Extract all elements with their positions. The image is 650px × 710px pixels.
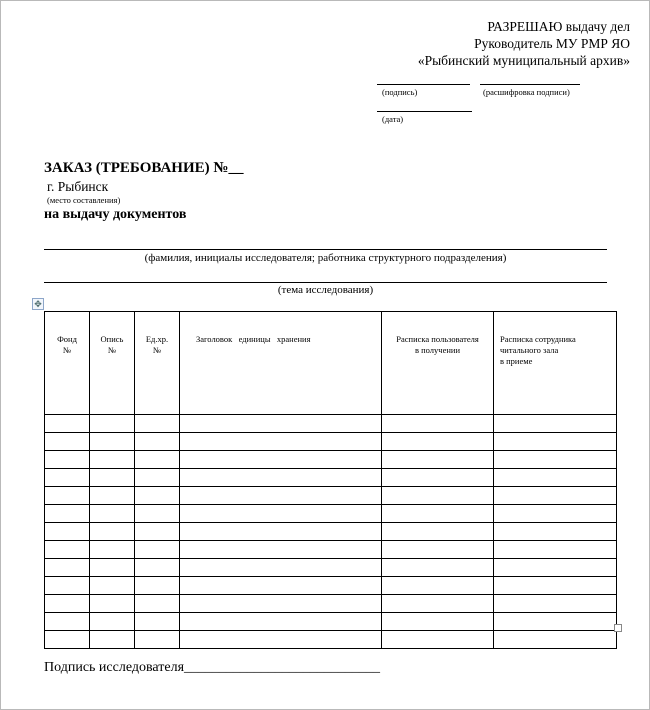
table-row: [45, 469, 617, 487]
table-cell[interactable]: [382, 451, 494, 469]
table-cell[interactable]: [90, 613, 135, 631]
header-opis: Опись №: [90, 312, 135, 415]
table-cell[interactable]: [494, 613, 617, 631]
table-cell[interactable]: [382, 505, 494, 523]
table-cell[interactable]: [180, 415, 382, 433]
table-cell[interactable]: [382, 613, 494, 631]
issue-title: на выдачу документов: [44, 207, 187, 222]
table-cell[interactable]: [180, 559, 382, 577]
table-cell[interactable]: [382, 631, 494, 649]
table-cell[interactable]: [90, 487, 135, 505]
table-cell[interactable]: [45, 505, 90, 523]
table-cell[interactable]: [90, 577, 135, 595]
table-cell[interactable]: [494, 577, 617, 595]
table-row: [45, 541, 617, 559]
table-cell[interactable]: [382, 469, 494, 487]
researcher-signature-label: Подпись исследователя: [44, 660, 185, 675]
decoding-caption: (расшифровка подписи): [483, 87, 570, 97]
table-cell[interactable]: [494, 631, 617, 649]
researcher-caption: (фамилия, инициалы исследователя; работника структурного подразделения): [144, 252, 507, 264]
table-row: [45, 577, 617, 595]
table-cell[interactable]: [45, 451, 90, 469]
table-cell[interactable]: [90, 415, 135, 433]
header-fond: Фонд №: [45, 312, 90, 415]
table-row: [45, 451, 617, 469]
table-cell[interactable]: [45, 469, 90, 487]
table-cell[interactable]: [90, 631, 135, 649]
decoding-line: [480, 84, 580, 85]
table-cell[interactable]: [90, 505, 135, 523]
table-cell[interactable]: [382, 433, 494, 451]
documents-table: [44, 311, 617, 649]
table-row: [45, 613, 617, 631]
table-cell[interactable]: [180, 469, 382, 487]
table-cell[interactable]: [135, 631, 180, 649]
order-title: ЗАКАЗ (ТРЕБОВАНИЕ) №__: [44, 160, 244, 176]
place-caption: (место составления): [47, 195, 121, 205]
table-cell[interactable]: [135, 505, 180, 523]
table-cell[interactable]: [90, 523, 135, 541]
table-cell[interactable]: [45, 559, 90, 577]
topic-caption: (тема исследования): [277, 284, 374, 296]
table-cell[interactable]: [494, 433, 617, 451]
table-row: [45, 505, 617, 523]
table-cell[interactable]: [180, 577, 382, 595]
researcher-signature-line: ____________________________: [184, 660, 381, 675]
table-cell[interactable]: [494, 523, 617, 541]
researcher-name-line: [44, 249, 607, 250]
approval-block: [418, 18, 630, 69]
table-row: [45, 595, 617, 613]
table-cell[interactable]: [135, 613, 180, 631]
table-cell[interactable]: [382, 595, 494, 613]
approval-line-1: РАЗРЕШАЮ выдачу дел: [487, 19, 630, 34]
header-user-receipt: Расписка пользователя в получении: [382, 312, 494, 415]
table-cell[interactable]: [180, 433, 382, 451]
table-cell[interactable]: [135, 415, 180, 433]
table-cell[interactable]: [135, 595, 180, 613]
approval-line-3: «Рыбинский муниципальный архив»: [417, 53, 630, 68]
table-cell[interactable]: [494, 505, 617, 523]
table-resize-handle-icon[interactable]: [614, 624, 622, 632]
table-cell[interactable]: [180, 505, 382, 523]
table-cell[interactable]: [382, 577, 494, 595]
table-cell[interactable]: [180, 451, 382, 469]
table-cell[interactable]: [90, 541, 135, 559]
table-row: [45, 415, 617, 433]
table-cell[interactable]: [494, 541, 617, 559]
header-title: Заголовок единицы хранения: [180, 312, 382, 415]
table-row: [45, 523, 617, 541]
table-cell[interactable]: [494, 559, 617, 577]
table-row: [45, 559, 617, 577]
table-cell[interactable]: [494, 595, 617, 613]
table-header-row: [45, 312, 617, 415]
header-unit: Ед.хр. №: [135, 312, 180, 415]
table-cell[interactable]: [135, 451, 180, 469]
topic-line: [44, 282, 607, 283]
table-cell[interactable]: [45, 541, 90, 559]
table-row: [45, 433, 617, 451]
table-cell[interactable]: [180, 541, 382, 559]
table-cell[interactable]: [135, 541, 180, 559]
city: г. Рыбинск: [47, 179, 109, 194]
table-cell[interactable]: [180, 487, 382, 505]
table-cell[interactable]: [382, 415, 494, 433]
table-cell[interactable]: [135, 469, 180, 487]
table-cell[interactable]: [90, 469, 135, 487]
table-row: [45, 487, 617, 505]
table-cell[interactable]: [494, 469, 617, 487]
date-caption: (дата): [382, 114, 404, 124]
table-cell[interactable]: [494, 415, 617, 433]
signature-caption: (подпись): [382, 87, 418, 97]
table-cell[interactable]: [382, 523, 494, 541]
table-cell[interactable]: [45, 595, 90, 613]
header-staff-receipt: Расписка сотрудника читального зала в приеме: [494, 312, 617, 415]
table-cell[interactable]: [45, 433, 90, 451]
signature-line: [377, 84, 470, 85]
table-cell[interactable]: [45, 487, 90, 505]
table-move-handle-icon[interactable]: ✥: [32, 298, 44, 310]
table-cell[interactable]: [135, 559, 180, 577]
date-line: [377, 111, 472, 112]
table-cell[interactable]: [90, 433, 135, 451]
approval-line-2: Руководитель МУ РМР ЯО: [474, 36, 630, 51]
researcher-signature: [44, 660, 380, 676]
table-cell[interactable]: [382, 487, 494, 505]
table-cell[interactable]: [90, 595, 135, 613]
table-cell[interactable]: [45, 415, 90, 433]
table-cell[interactable]: [45, 631, 90, 649]
table-cell[interactable]: [135, 487, 180, 505]
table-cell[interactable]: [382, 559, 494, 577]
table-cell[interactable]: [180, 631, 382, 649]
table-cell[interactable]: [45, 613, 90, 631]
table-cell[interactable]: [494, 451, 617, 469]
table-cell[interactable]: [90, 451, 135, 469]
table-cell[interactable]: [90, 559, 135, 577]
table-cell[interactable]: [180, 613, 382, 631]
table-cell[interactable]: [382, 541, 494, 559]
table-cell[interactable]: [180, 523, 382, 541]
table-cell[interactable]: [45, 523, 90, 541]
table-row: [45, 631, 617, 649]
table-cell[interactable]: [135, 577, 180, 595]
table-cell[interactable]: [180, 595, 382, 613]
table-cell[interactable]: [494, 487, 617, 505]
table-cell[interactable]: [45, 577, 90, 595]
table-cell[interactable]: [135, 523, 180, 541]
table-cell[interactable]: [135, 433, 180, 451]
